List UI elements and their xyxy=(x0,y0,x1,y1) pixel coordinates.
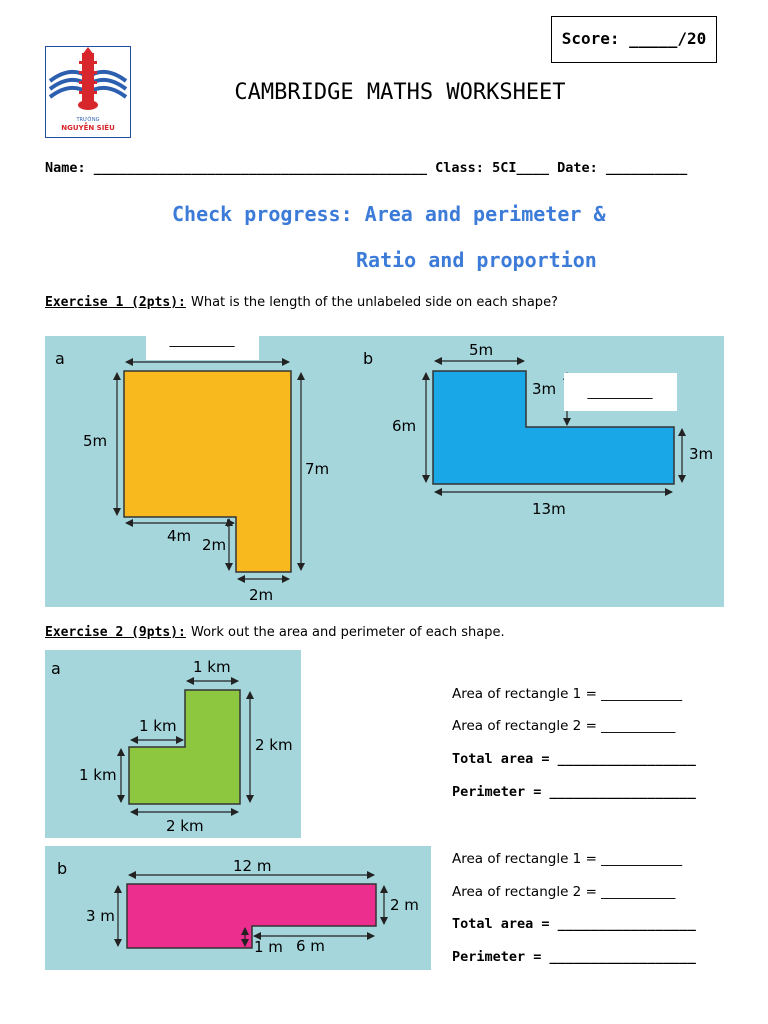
ex2-b-area-rect1[interactable]: Area of rectangle 1 = ____________ xyxy=(452,851,683,867)
school-logo-emblem xyxy=(46,47,130,137)
shape-b-tag: b xyxy=(363,349,374,368)
ex2-a-label-right: 2 km xyxy=(255,736,293,754)
date-field[interactable]: __________ xyxy=(605,160,688,176)
exercise2-shape-b-panel xyxy=(45,846,431,970)
ex2-shape-b-tag: b xyxy=(57,859,68,878)
heading-area-perimeter: Check progress: Area and perimeter xyxy=(172,202,582,226)
exercise1-prompt: What is the length of the unlabeled side on each shape? xyxy=(190,295,558,310)
exercise2-prompt: Work out the area and perimeter of each shape. xyxy=(190,625,505,640)
ex2-shape-a-polygon xyxy=(129,690,240,804)
shape-b-label-top: 5m xyxy=(469,341,494,359)
exercise2-shape-a-panel xyxy=(45,650,301,838)
ex2-a-label-top: 1 km xyxy=(193,658,231,676)
ex2-a-perimeter[interactable]: Perimeter = __________________ xyxy=(452,784,696,800)
ex2-a-label-inner: 1 km xyxy=(139,717,177,735)
ex2-b-label-inner-vertical: 1 m xyxy=(254,938,283,956)
ex2-b-label-left: 3 m xyxy=(86,907,115,925)
shape-b-label-right: 3m xyxy=(689,445,714,463)
exercise1-label: Exercise 1 (2pts): xyxy=(45,295,186,310)
shape-a-answer-blank: __________ xyxy=(169,336,235,348)
shape-a-label-right: 7m xyxy=(305,460,330,478)
page-title: CAMBRIDGE MATHS WORKSHEET xyxy=(234,80,566,105)
shape-a-label-left: 5m xyxy=(83,432,108,450)
ex2-a-total-area[interactable]: Total area = _________________ xyxy=(452,751,696,767)
ex2-shape-b-polygon xyxy=(127,884,376,948)
ex2-b-label-right: 2 m xyxy=(390,896,419,914)
ex2-b-label-inner-bottom: 6 m xyxy=(296,937,325,955)
exercise2-shape-b-figure xyxy=(45,846,431,970)
exercise2-label: Exercise 2 (9pts): xyxy=(45,625,186,640)
shape-b-label-inner: 3m xyxy=(532,380,557,398)
heading-ratio-proportion: Ratio and proportion xyxy=(356,248,597,272)
exercise1-figure-panel xyxy=(45,336,724,607)
score-label: Score: _____/20 xyxy=(561,29,707,48)
ex2-b-perimeter[interactable]: Perimeter = __________________ xyxy=(452,949,696,965)
heading-line1 xyxy=(172,202,606,226)
ex2-a-area-rect1[interactable]: Area of rectangle 1 = ____________ xyxy=(452,686,683,702)
exercise1-figure xyxy=(45,336,724,607)
shape-a-tag: a xyxy=(55,349,65,368)
exercise1-header xyxy=(45,291,558,310)
ex2-b-area-rect2[interactable]: Area of rectangle 2 = ___________ xyxy=(452,884,676,900)
exercise2-shape-a-figure xyxy=(45,650,301,838)
logo-school-name: NGUYỄN SIÊU xyxy=(61,124,115,132)
school-logo xyxy=(45,46,131,138)
class-field[interactable]: 5CI____ xyxy=(492,160,549,176)
student-info-line xyxy=(45,160,687,176)
ex2-a-area-rect2[interactable]: Area of rectangle 2 = ___________ xyxy=(452,718,676,734)
shape-b-label-bottom: 13m xyxy=(532,500,566,518)
exercise2-header xyxy=(45,621,505,640)
heading-ampersand: & xyxy=(593,202,606,226)
date-label: Date: xyxy=(557,160,598,176)
ex2-a-label-left: 1 km xyxy=(79,766,117,784)
name-label: Name: xyxy=(45,160,86,176)
logo-top-text: TRƯỜNG xyxy=(76,117,100,123)
shape-b-label-left: 6m xyxy=(392,417,417,435)
ex2-shape-a-tag: a xyxy=(51,659,61,678)
ex2-b-total-area[interactable]: Total area = _________________ xyxy=(452,916,696,932)
shape-a-label-inner-bottom: 4m xyxy=(167,527,192,545)
shape-a-label-inner-vertical: 2m xyxy=(202,536,227,554)
ex2-b-label-top: 12 m xyxy=(233,857,272,875)
shape-b-answer-blank: __________ xyxy=(587,385,653,400)
ex2-a-label-bottom: 2 km xyxy=(166,817,204,835)
shape-a-label-bottom: 2m xyxy=(249,586,274,604)
class-label: Class: xyxy=(435,160,484,176)
score-box xyxy=(551,16,717,63)
name-field[interactable]: _________________________________________ xyxy=(93,160,428,176)
